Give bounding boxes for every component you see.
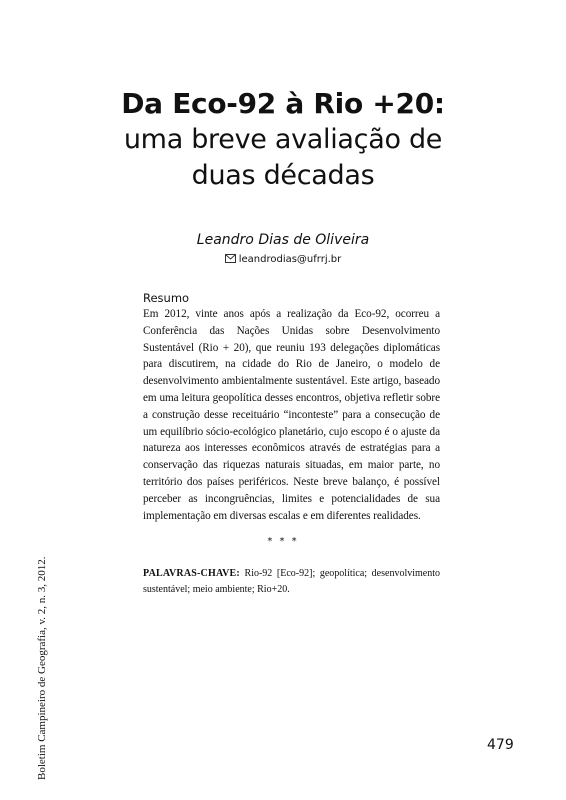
envelope-icon (225, 254, 236, 263)
page-number: 479 (487, 737, 514, 753)
author-email[interactable]: leandrodias@ufrrj.br (238, 254, 342, 265)
title-line-3: duas décadas (191, 160, 375, 191)
abstract-heading: Resumo (143, 291, 190, 305)
title-line-2: uma breve avaliação de (123, 124, 443, 155)
article-title (0, 86, 566, 194)
section-separator: * * * (267, 536, 299, 547)
author-email-row (0, 254, 566, 265)
abstract-text: Em 2012, vinte anos após a realização da Eco-92, ocorreu a Conferência das Nações Unidas sobre Desenvolvimento Sustentável (Rio + 20), que reuniu 193 delegações diplomáticas para discutirem, na cidade do Rio de Janeiro, o modelo de desenvolvimento ambientalmente sustentável. Este artigo, baseado em uma leitura geopolítica desses encontros, objetiva refletir sobre a construção desse receituário “inconteste” para a consecução de um equilíbrio sócio-ecológico planetário, cujo escopo é o ajuste da natureza aos interesses econômicos através de estratégias para a conservação das riquezas naturais situadas, em maior parte, no território dos países periféricos. Neste breve balanço, é possível perceber as incongruências, limites e potencialidades de sua implementação em diversas escalas e em diferentes realidades. (143, 308, 440, 522)
title-line-1: Da Eco-92 à Rio +20: (121, 87, 445, 120)
author-name: Leandro Dias de Oliveira (196, 232, 370, 248)
journal-citation: Boletim Campineiro de Geografia, v. 2, n. 3, 2012. (36, 556, 48, 780)
keywords-label: PALAVRAS-CHAVE: (143, 568, 240, 579)
keywords-paragraph (143, 566, 440, 598)
keywords-text: Rio-92 [Eco-92]; geopolítica; desenvolvimento sustentável; meio ambiente; Rio+20. (143, 568, 441, 595)
